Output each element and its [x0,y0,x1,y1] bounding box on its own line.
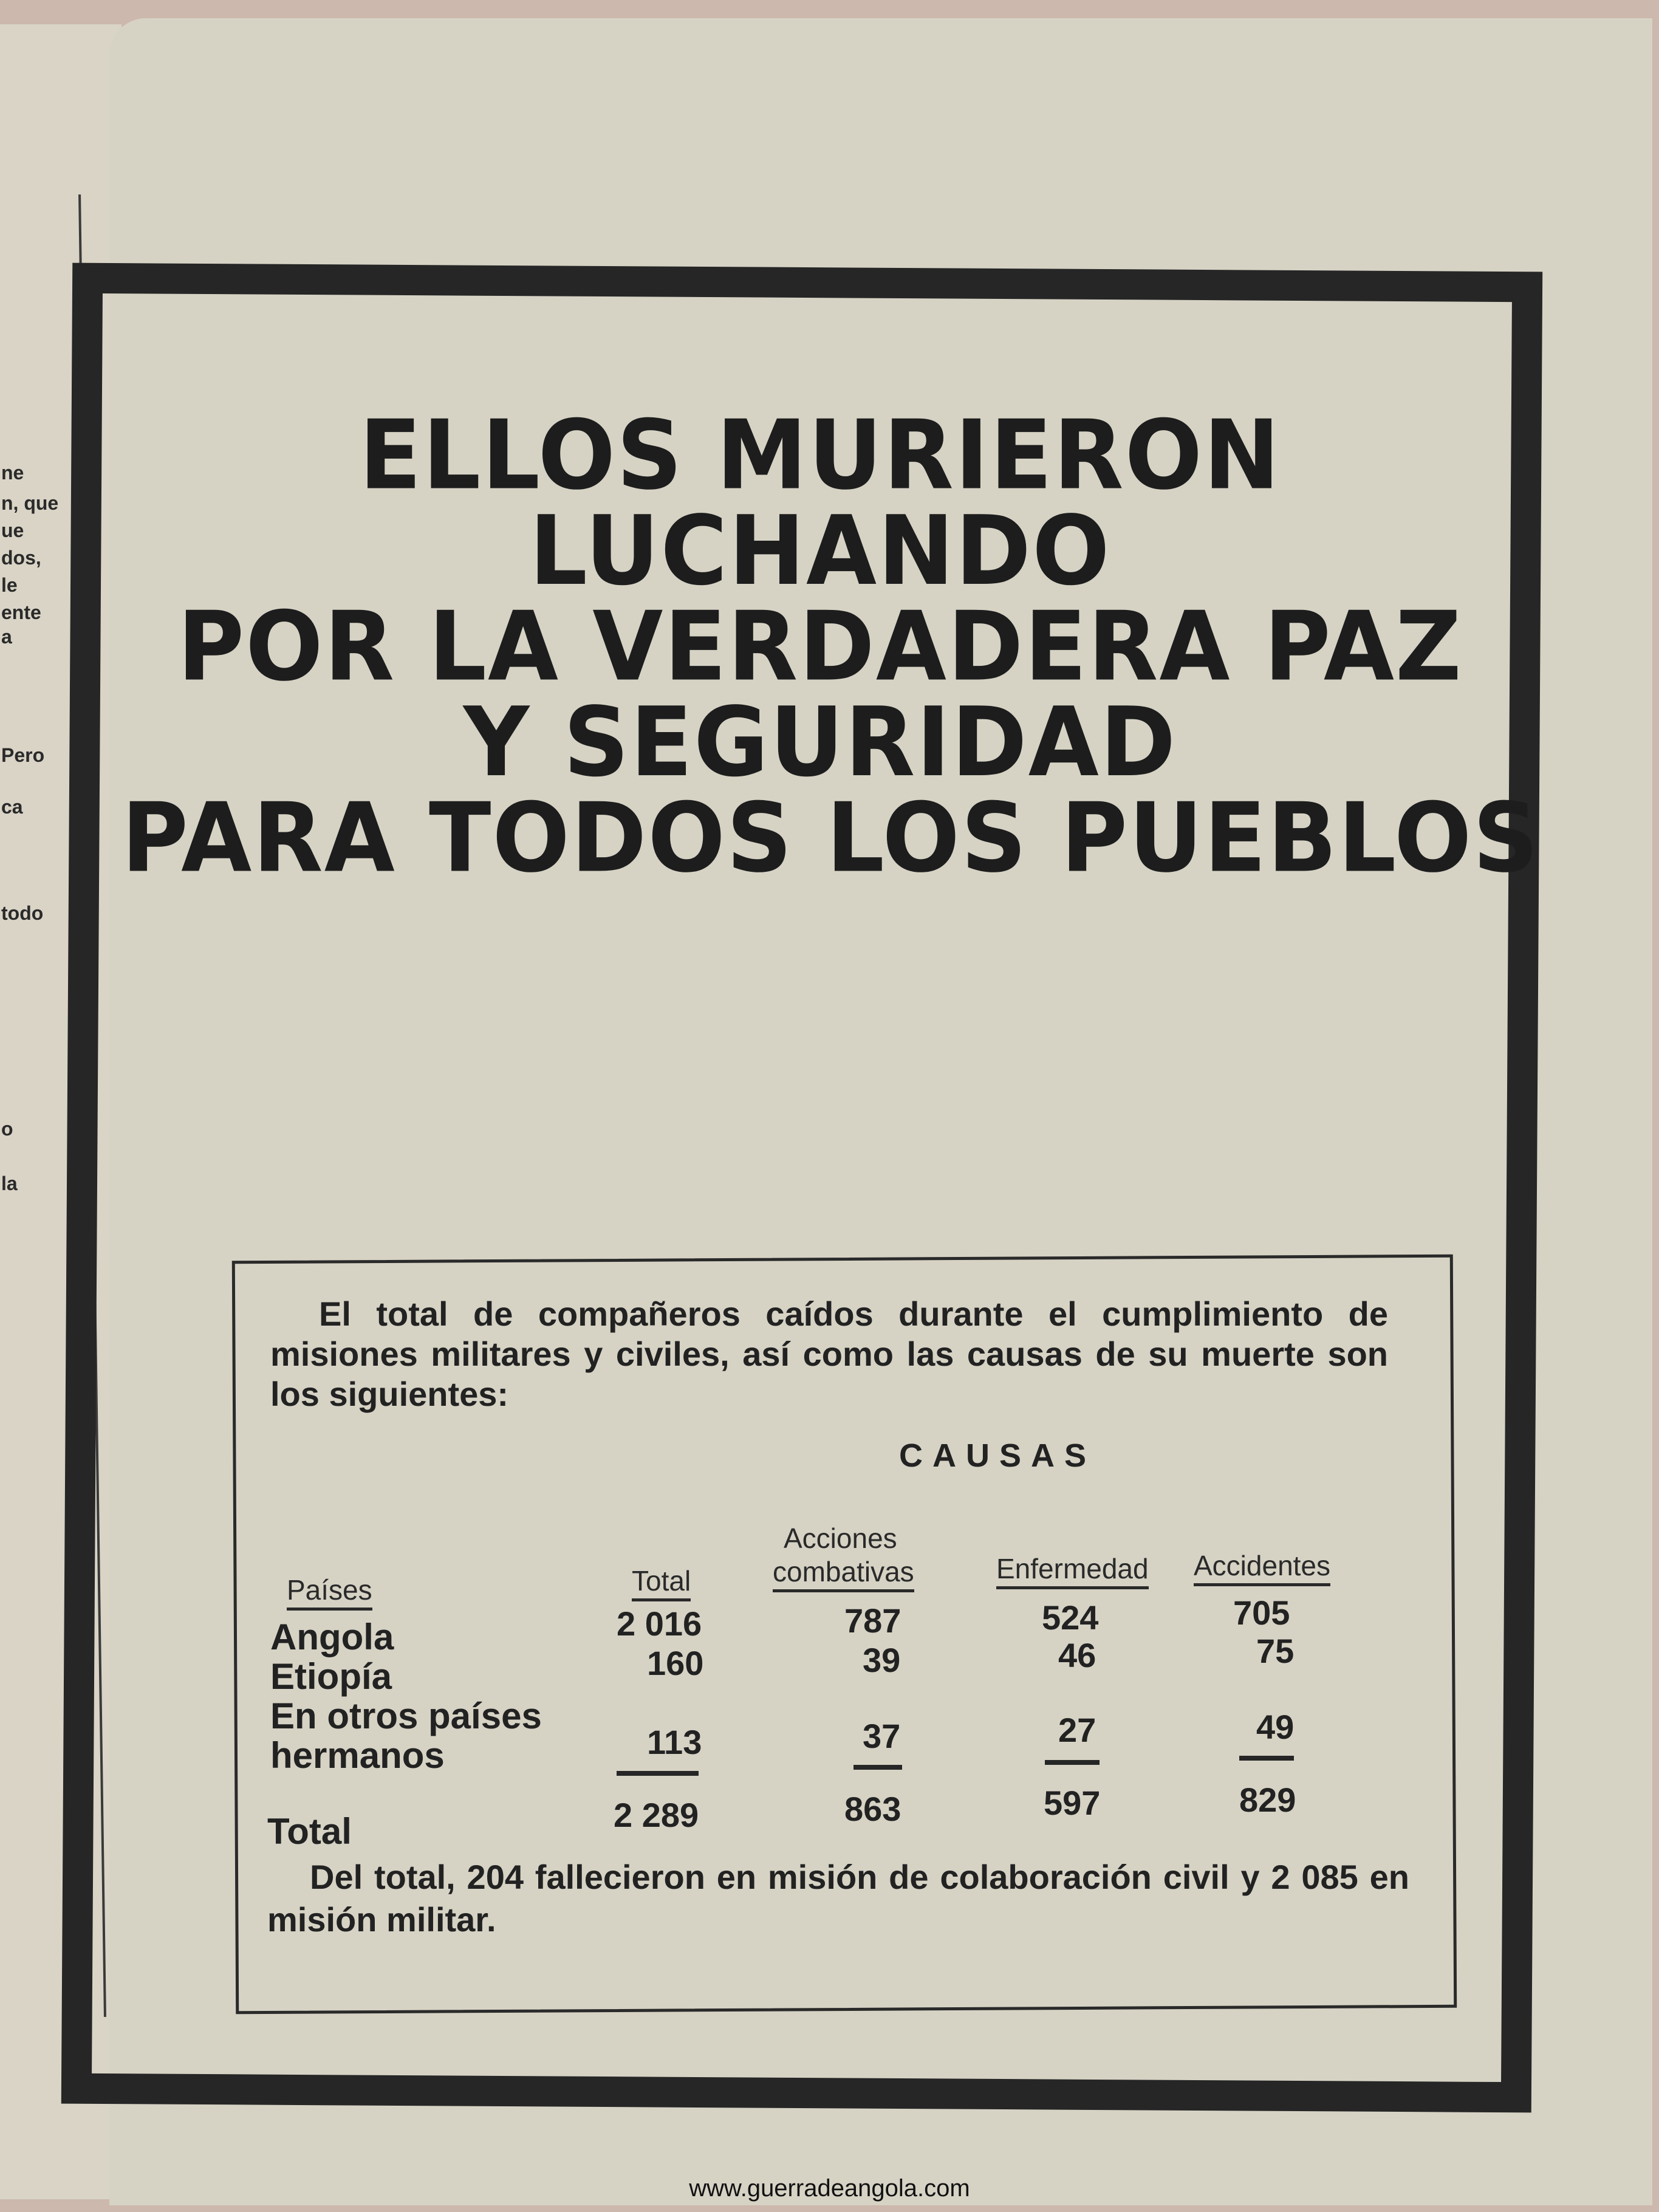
row-country: En otros países [270,1696,542,1736]
cell-accidents: 49 [1256,1708,1295,1746]
sum-rule [617,1771,699,1776]
header-country: Países [287,1573,372,1611]
row-country-cont: hermanos [270,1735,445,1776]
cell-total: 113 [647,1723,702,1761]
sum-rule [1239,1756,1294,1761]
left-fragment: Pero [1,744,45,766]
headline-line: Y SEGURIDAD [463,687,1177,798]
header-illness: Enfermedad [996,1552,1149,1589]
footer-url[interactable]: www.guerradeangola.com [689,2175,970,2202]
cell-illness: 27 [1058,1711,1096,1749]
cell-combat: 787 [844,1601,901,1640]
left-fragment: ne [1,462,24,484]
header-combat-line2: combativas [773,1555,914,1592]
row-country: Angola [270,1617,394,1657]
headline-line: POR LA VERDADERA PAZ [177,591,1463,703]
cell-illness: 524 [1042,1598,1099,1637]
sum-rule [853,1765,902,1770]
totals-label: Total [267,1811,352,1852]
total-accidents: 829 [1239,1781,1296,1819]
left-fragment: n, que [1,492,59,514]
cell-accidents: 705 [1233,1594,1290,1632]
left-fragment: todo [1,902,44,924]
left-fragment: ca [1,796,23,818]
row-country: Etiopía [270,1656,392,1697]
total-illness: 597 [1044,1784,1101,1822]
left-fragment: ue [1,519,24,541]
intro-paragraph: El total de compañeros caídos durante el cumplimiento de misiones militares y civiles, así como las causas de su muerte son los siguientes: [270,1295,1388,1413]
header-total: Total [632,1564,691,1601]
left-fragment: dos, [1,547,41,569]
left-fragment: a [1,626,12,648]
total-total: 2 289 [614,1796,699,1834]
header-accidents: Accidentes [1194,1549,1330,1586]
sum-rule [1045,1760,1100,1765]
left-fragment: o [1,1118,13,1140]
headline [121,400,1540,894]
cell-combat: 37 [863,1717,901,1755]
total-combat: 863 [844,1790,901,1828]
cell-accidents: 75 [1256,1632,1295,1670]
left-fragment: le [1,574,18,596]
cell-illness: 46 [1058,1636,1096,1674]
left-fragment: ente [1,601,41,623]
headline-line: LUCHANDO [529,496,1111,607]
header-combat-line1: Acciones [784,1522,897,1554]
headline-line: PARA TODOS LOS PUEBLOS [121,782,1540,894]
causes-group-header: CAUSAS [899,1437,1096,1474]
left-fragment: la [1,1173,18,1194]
headline-line: ELLOS MURIERON [359,400,1281,512]
cell-total: 2 016 [617,1604,702,1643]
cell-total: 160 [647,1644,704,1682]
cell-combat: 39 [863,1641,901,1679]
closing-paragraph: Del total, 204 fallecieron en misión de colaboración civil y 2 085 en misión militar. [267,1858,1409,1939]
